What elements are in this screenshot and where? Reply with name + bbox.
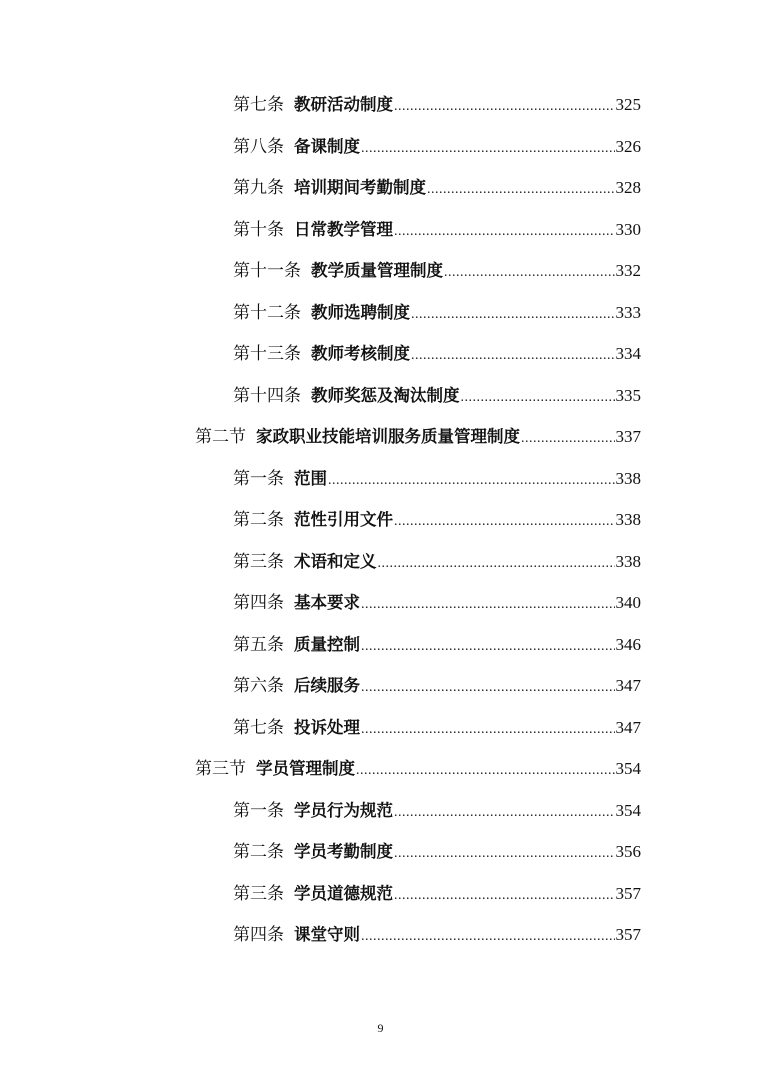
toc-entry-page: 347	[615, 676, 641, 695]
toc-entry-number: 第一条	[233, 468, 284, 489]
toc-entry-title: 教师选聘制度	[311, 302, 410, 322]
toc-entry-page: 333	[615, 302, 641, 322]
toc-entry-title: 范围	[294, 468, 327, 488]
toc-entry-page: 332	[615, 261, 641, 280]
toc-entry-number: 第十一条	[233, 261, 301, 281]
toc-entry-title: 质量控制	[294, 634, 360, 654]
toc-entry-number: 第五条	[233, 634, 284, 655]
toc-entry-number: 第三节	[195, 759, 246, 779]
page-number: 9	[377, 1021, 384, 1035]
toc-entry-page: 326	[615, 136, 641, 156]
toc-entry-number: 第四条	[233, 925, 284, 945]
toc-dot-leader	[411, 341, 615, 371]
toc-dot-leader	[361, 134, 615, 164]
toc-dot-leader	[394, 92, 615, 122]
toc-entry-page: 357	[615, 925, 641, 944]
toc-entry-page: 347	[615, 717, 641, 737]
toc-entry-title: 学员行为规范	[294, 800, 393, 820]
toc-entry-page: 338	[615, 510, 641, 529]
toc-dot-leader	[394, 881, 615, 911]
toc-entry-number: 第二条	[233, 510, 284, 530]
toc-dot-leader	[361, 590, 615, 620]
toc-entry-number: 第一条	[233, 800, 284, 821]
toc-dot-leader	[461, 383, 615, 413]
toc-dot-leader	[521, 424, 615, 454]
toc-entry-page: 356	[615, 842, 641, 861]
toc-dot-leader	[411, 300, 615, 330]
toc-article-entry[interactable]	[233, 464, 641, 494]
toc-entry-title: 教研活动制度	[294, 95, 393, 114]
toc-article-entry[interactable]	[233, 547, 641, 577]
toc-entry-title: 基本要求	[294, 593, 360, 612]
toc-entry-number: 第二节	[195, 427, 246, 447]
toc-dot-leader	[378, 549, 615, 579]
toc-section-entry[interactable]	[195, 754, 641, 784]
toc-dot-leader	[394, 839, 615, 869]
toc-entry-number: 第九条	[233, 178, 284, 198]
toc-entry-number: 第八条	[233, 136, 284, 157]
toc-dot-leader	[361, 922, 615, 952]
toc-entry-title: 投诉处理	[294, 717, 360, 737]
toc-dot-leader	[328, 466, 615, 496]
toc-entry-title: 日常教学管理	[294, 219, 393, 239]
toc-dot-leader	[394, 217, 615, 247]
toc-dot-leader	[444, 258, 615, 288]
toc-article-entry[interactable]	[233, 671, 641, 701]
toc-article-entry[interactable]	[233, 381, 641, 411]
toc-entry-number: 第三条	[233, 883, 284, 904]
toc-article-entry[interactable]	[233, 132, 641, 162]
toc-article-entry[interactable]	[233, 588, 641, 618]
toc-entry-number: 第十四条	[233, 385, 301, 406]
toc-entry-title: 术语和定义	[294, 551, 377, 571]
toc-dot-leader	[394, 507, 615, 537]
toc-article-entry[interactable]	[233, 837, 641, 867]
toc-entry-number: 第三条	[233, 551, 284, 572]
toc-dot-leader	[361, 632, 615, 662]
toc-entry-page: 335	[615, 385, 641, 405]
toc-article-entry[interactable]	[233, 630, 641, 660]
toc-entry-number: 第四条	[233, 593, 284, 613]
toc-article-entry[interactable]	[233, 173, 641, 203]
toc-entry-page: 328	[615, 178, 641, 197]
toc-entry-page: 357	[615, 883, 641, 903]
toc-entry-page: 346	[615, 634, 641, 654]
toc-entry-title: 家政职业技能培训服务质量管理制度	[256, 427, 520, 446]
toc-article-entry[interactable]	[233, 796, 641, 826]
toc-dot-leader	[361, 715, 615, 745]
toc-entry-title: 教师考核制度	[311, 344, 410, 363]
toc-article-entry[interactable]	[233, 879, 641, 909]
toc-article-entry[interactable]	[233, 713, 641, 743]
toc-entry-page: 330	[615, 219, 641, 239]
toc-dot-leader	[361, 673, 615, 703]
toc-entry-title: 课堂守则	[294, 925, 360, 944]
toc-entry-page: 334	[615, 344, 641, 363]
toc-article-entry[interactable]	[233, 256, 641, 286]
toc-article-entry[interactable]	[233, 505, 641, 535]
toc-entry-title: 范性引用文件	[294, 510, 393, 529]
toc-entry-title: 培训期间考勤制度	[294, 178, 426, 197]
toc-entry-page: 337	[615, 427, 641, 446]
toc-dot-leader	[427, 175, 615, 205]
toc-entry-number: 第二条	[233, 842, 284, 862]
toc-entry-number: 第六条	[233, 676, 284, 696]
toc-dot-leader	[356, 756, 615, 786]
toc-entry-title: 后续服务	[294, 676, 360, 695]
toc-entry-title: 备课制度	[294, 136, 360, 156]
toc-article-entry[interactable]	[233, 215, 641, 245]
toc-entry-page: 338	[615, 551, 641, 571]
toc-entry-number: 第七条	[233, 717, 284, 738]
toc-entry-number: 第十二条	[233, 302, 301, 323]
toc-entry-title: 学员管理制度	[256, 759, 355, 778]
toc-entry-page: 354	[615, 759, 641, 778]
toc-article-entry[interactable]	[233, 90, 641, 120]
toc-entry-number: 第十条	[233, 219, 284, 240]
toc-entry-number: 第十三条	[233, 344, 301, 364]
toc-entry-title: 教学质量管理制度	[311, 261, 443, 280]
toc-article-entry[interactable]	[233, 920, 641, 950]
toc-entry-page: 325	[615, 95, 641, 114]
toc-entry-number: 第七条	[233, 95, 284, 115]
toc-article-entry[interactable]	[233, 339, 641, 369]
toc-entry-title: 教师奖惩及淘汰制度	[311, 385, 460, 405]
toc-entry-page: 340	[615, 593, 641, 612]
toc-dot-leader	[394, 798, 615, 828]
toc-entry-page: 338	[615, 468, 641, 488]
toc-entry-title: 学员道德规范	[294, 883, 393, 903]
toc-section-entry[interactable]	[195, 422, 641, 452]
toc-entry-title: 学员考勤制度	[294, 842, 393, 861]
toc-article-entry[interactable]	[233, 298, 641, 328]
toc-entry-page: 354	[615, 800, 641, 820]
